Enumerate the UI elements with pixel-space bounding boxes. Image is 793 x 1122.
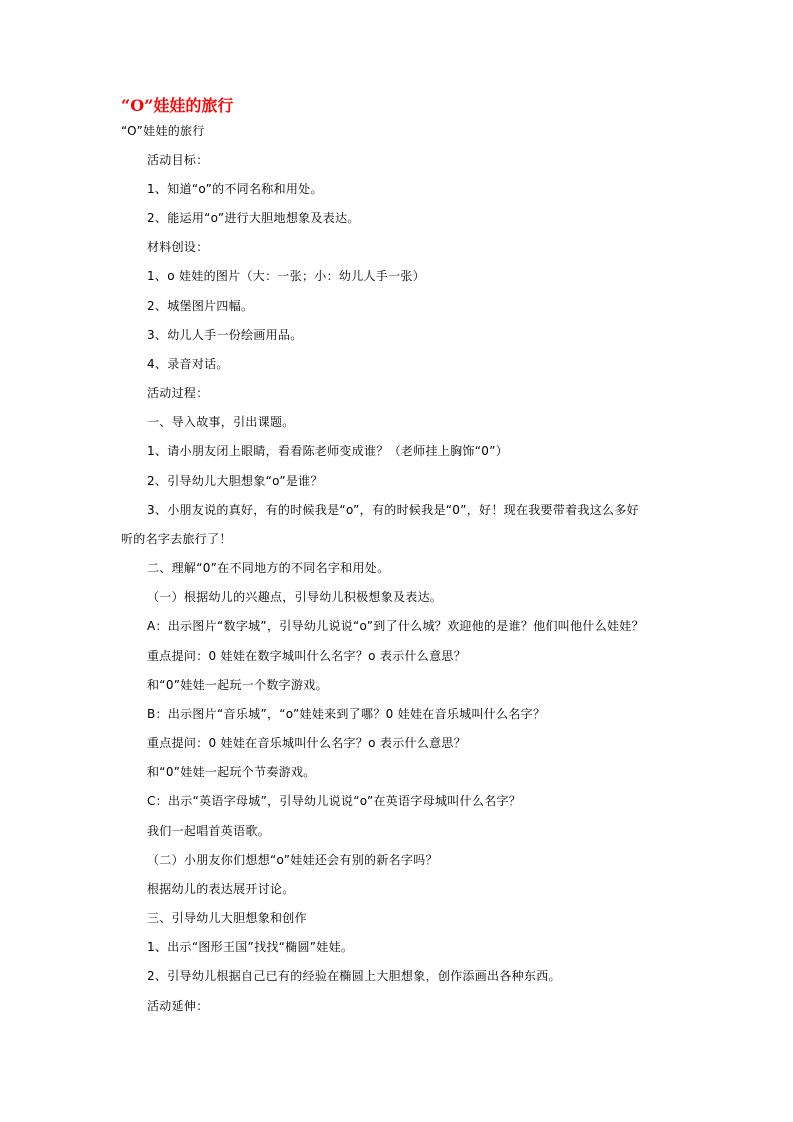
paragraph: 二、理解“0”在不同地方的不同名字和用处。 xyxy=(147,561,390,575)
paragraph: 活动延伸： xyxy=(147,999,209,1013)
paragraph: 1、知道“o”的不同名称和用处。 xyxy=(147,182,323,196)
paragraph: 3、幼儿人手一份绘画用品。 xyxy=(147,328,303,342)
paragraph: 我们一起唱首英语歌。 xyxy=(147,824,271,838)
paragraph-continuation: 听的名字去旅行了！ xyxy=(121,532,232,546)
paragraph: 和“0”娃娃一起玩个节奏游戏。 xyxy=(147,765,316,779)
paragraph: 根据幼儿的表达展开讨论。 xyxy=(147,882,295,896)
paragraph: 4、录音对话。 xyxy=(147,357,229,371)
paragraph: （二）小朋友你们想想“o”娃娃还会有别的新名字吗？ xyxy=(147,853,438,867)
paragraph: 重点提问：0 娃娃在数字城叫什么名字？o 表示什么意思？ xyxy=(147,649,467,663)
subtitle-line: “O”娃娃的旅行 xyxy=(121,124,205,138)
paragraph: 1、请小朋友闭上眼睛，看看陈老师变成谁？（老师挂上胸饰“0”） xyxy=(147,444,509,458)
paragraph: 2、城堡图片四幅。 xyxy=(147,299,254,313)
paragraph: A：出示图片“数字城”，引导幼儿说说“o”到了什么城？欢迎他的是谁？他们叫他什么娃娃？ xyxy=(147,619,644,633)
paragraph: 材料创设： xyxy=(147,240,209,254)
paragraph: 3、小朋友说的真好，有的时候我是“o”，有的时候我是“0”，好！现在我要带着我这么多好 xyxy=(147,503,639,517)
paragraph: 重点提问：0 娃娃在音乐城叫什么名字？o 表示什么意思？ xyxy=(147,736,467,750)
paragraph: 活动过程： xyxy=(147,386,209,400)
paragraph: 活动目标： xyxy=(147,153,209,167)
paragraph: 1、o 娃娃的图片（大：一张；小：幼儿人手一张） xyxy=(147,269,425,283)
paragraph: 2、能运用“o”进行大胆地想象及表达。 xyxy=(147,211,360,225)
paragraph: 1、出示“图形王国”找找“椭圆”娃娃。 xyxy=(147,940,354,954)
paragraph: 三、引导幼儿大胆想象和创作 xyxy=(147,911,307,925)
paragraph: 2、引导幼儿根据自己已有的经验在椭圆上大胆想象，创作添画出各种东西。 xyxy=(147,969,561,983)
paragraph: 一、导入故事，引出课题。 xyxy=(147,415,295,429)
paragraph: （一）根据幼儿的兴趣点，引导幼儿积极想象及表达。 xyxy=(147,590,443,604)
document-title: “O”娃娃的旅行 xyxy=(121,96,234,115)
paragraph: C：出示“英语字母城”，引导幼儿说说“o”在英语字母城叫什么名字？ xyxy=(147,794,522,808)
paragraph: B：出示图片“音乐城”，“o”娃娃来到了哪？0 娃娃在音乐城叫什么名字？ xyxy=(147,707,546,721)
paragraph: 2、引导幼儿大胆想象“o”是谁？ xyxy=(147,474,323,488)
paragraph: 和“0”娃娃一起玩一个数字游戏。 xyxy=(147,678,328,692)
